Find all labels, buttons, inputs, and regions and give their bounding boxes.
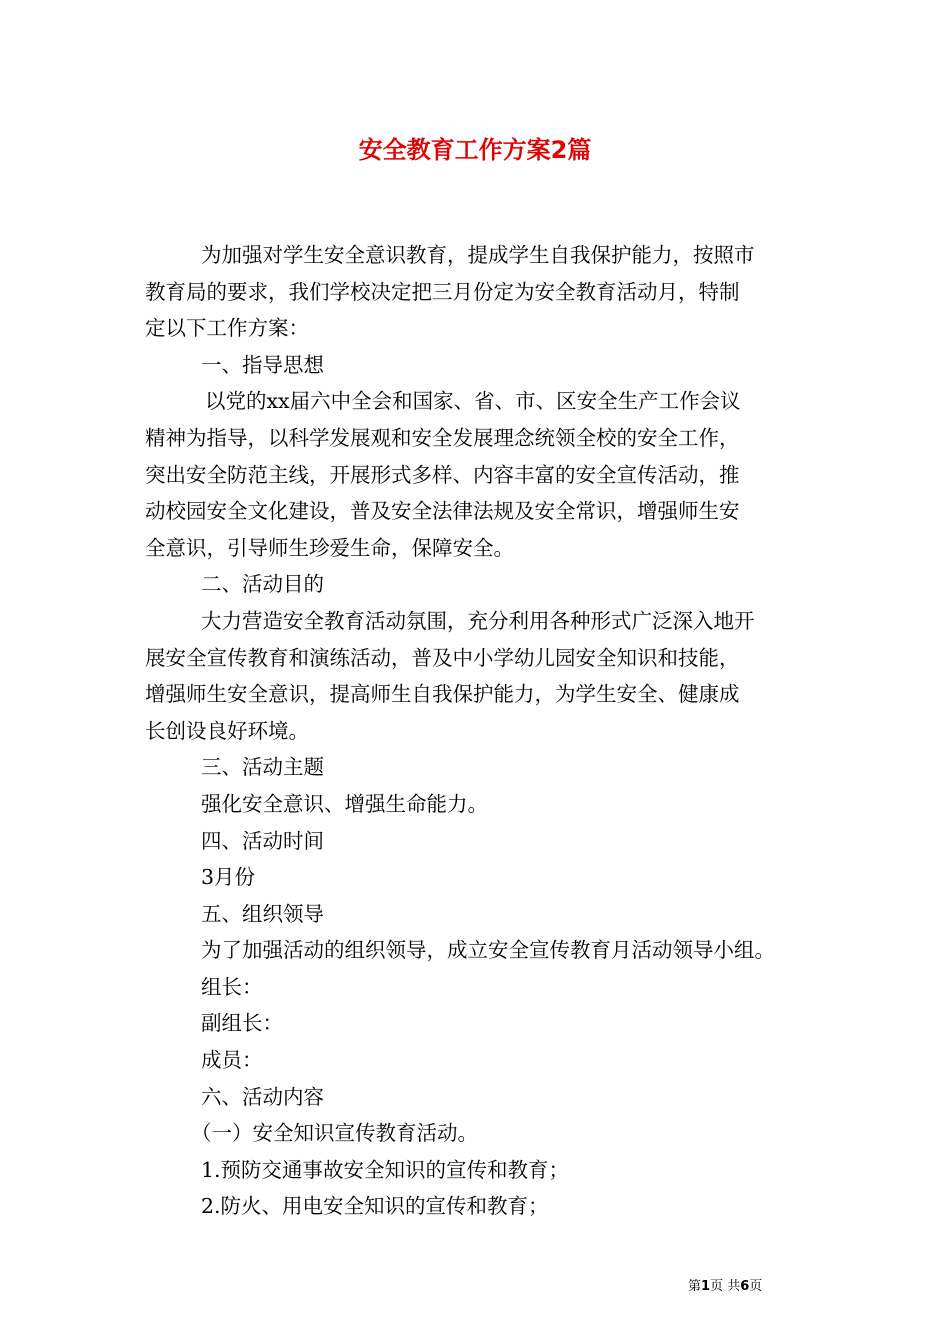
page-title: 安全教育工作方案2篇 — [358, 136, 592, 164]
guiding-ideology-paragraph — [145, 383, 817, 566]
text-line: 展安全宣传教育和演练活动，普及中小学幼儿园安全知识和技能， — [145, 645, 740, 670]
section-heading-theme: 三、活动主题 — [201, 755, 324, 780]
section-heading-content: 六、活动内容 — [201, 1084, 324, 1109]
footer-prefix: 第 — [688, 1279, 702, 1294]
text-line: 为加强对学生安全意识教育，提成学生自我保护能力，按照市 — [201, 243, 755, 267]
text-line: 教育局的要求，我们学校决定把三月份定为安全教育活动月，特制 — [145, 279, 740, 304]
subheading-safety-knowledge: （一）安全知识宣传教育活动。 — [191, 1121, 478, 1146]
section-heading-guiding-ideology: 一、指导思想 — [201, 352, 324, 377]
section-heading-time: 四、活动时间 — [201, 828, 324, 853]
theme-text: 强化安全意识、增强生命能力。 — [201, 791, 488, 816]
footer-page-number: 1 — [701, 1279, 711, 1294]
section-heading-purpose: 二、活动目的 — [201, 572, 324, 597]
document-body — [145, 237, 817, 1225]
footer-total-pages: 6 — [740, 1279, 750, 1294]
leader-label: 组长： — [201, 974, 263, 999]
text-line: 精神为指导，以科学发展观和安全发展理念统领全校的安全工作， — [145, 425, 740, 450]
text-line: 长创设良好环境。 — [145, 718, 309, 743]
footer-middle: 页 共 — [710, 1279, 741, 1294]
text-line: 增强师生安全意识，提高师生自我保护能力，为学生安全、健康成 — [145, 682, 740, 707]
text-line: 以党的xx届六中全会和国家、省、市、区安全生产工作会议 — [205, 389, 741, 414]
text-line: 大力营造安全教育活动氛围，充分利用各种形式广泛深入地开 — [201, 608, 755, 633]
page-footer — [688, 1278, 762, 1296]
list-item: 1.预防交通事故安全知识的宣传和教育； — [201, 1157, 570, 1182]
intro-paragraph — [145, 237, 817, 347]
text-line: 定以下工作方案： — [145, 316, 309, 341]
deputy-leader-label: 副组长： — [201, 1011, 283, 1036]
text-line: 动校园安全文化建设，普及安全法律法规及安全常识，增强师生安 — [145, 499, 740, 524]
footer-suffix: 页 — [749, 1279, 763, 1294]
text-line: 突出安全防范主线，开展形式多样、内容丰富的安全宣传活动，推 — [145, 462, 740, 487]
time-text: 3月份 — [201, 865, 256, 890]
purpose-paragraph — [145, 603, 817, 749]
leadership-text: 为了加强活动的组织领导，成立安全宣传教育月活动领导小组。 — [201, 938, 775, 963]
members-label: 成员： — [201, 1048, 263, 1073]
section-heading-leadership: 五、组织领导 — [201, 901, 324, 926]
text-line: 全意识，引导师生珍爱生命，保障安全。 — [145, 535, 514, 560]
list-item: 2.防火、用电安全知识的宣传和教育； — [201, 1194, 549, 1219]
